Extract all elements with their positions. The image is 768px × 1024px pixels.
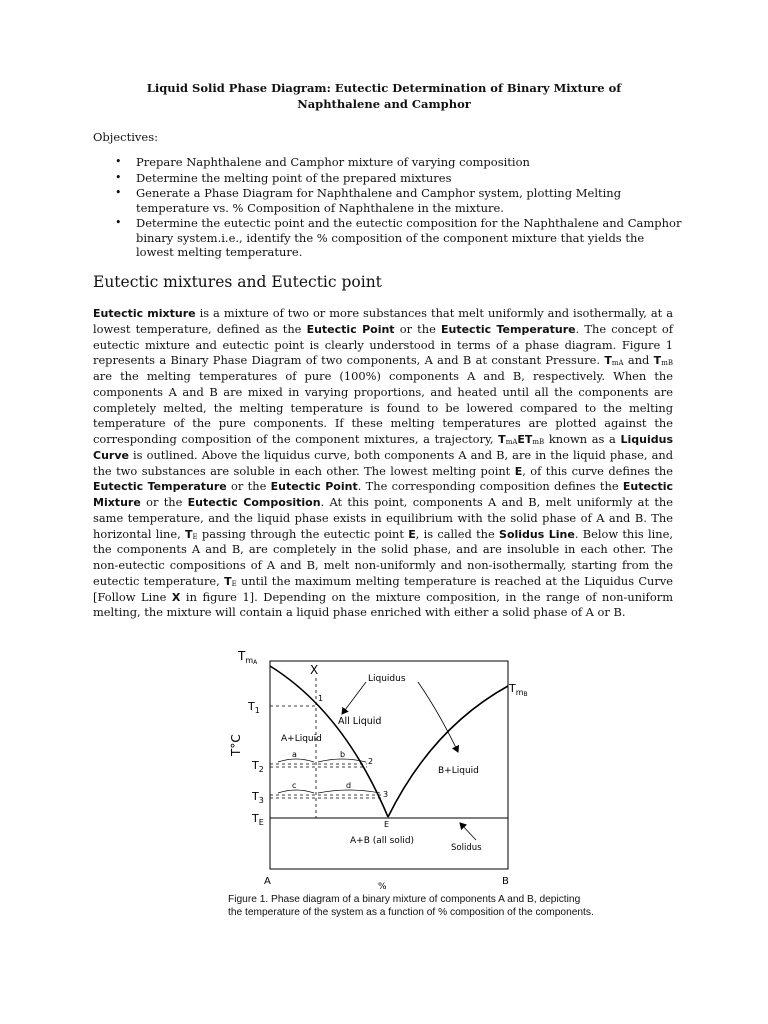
body-text: or the [140, 495, 188, 509]
point-3: 3 [383, 790, 389, 799]
symbol-e: E [514, 464, 523, 478]
body-text: and [623, 353, 654, 368]
brace-a [278, 759, 314, 762]
document-title [0, 80, 768, 112]
symbol-trajectory: ET [517, 433, 533, 446]
term-eutectic-temperature: Eutectic Temperature [93, 480, 227, 494]
term-eutectic-point: Eutectic Point [270, 480, 358, 494]
section-heading: Eutectic mixtures and Eutectic point [93, 273, 382, 291]
objectives-label: Objectives: [93, 130, 158, 144]
label-a-liquid: A+Liquid [281, 734, 322, 744]
symbol-tmb: T [653, 354, 662, 368]
symbol-subscript: E [231, 579, 237, 588]
x-axis-percent: % [378, 882, 387, 892]
objective-item: • Determine the melting point of the prepared mixtures [93, 171, 683, 186]
body-text: or the [226, 479, 271, 494]
point-1: 1 [318, 694, 324, 703]
body-text: . The corresponding composition defines the [357, 479, 623, 494]
body-text: is a mixture of two or more substances that melt uniformly and isothermally, at a lowest temperature, defined as the [93, 306, 674, 336]
figure-caption [228, 893, 688, 919]
caption-line-1: Figure 1. Phase diagram of a binary mixture of components A and B, depicting [228, 894, 581, 905]
phase-diagram-svg [226, 644, 526, 894]
term-solidus-line: Solidus Line [499, 527, 575, 541]
term-eutectic-mixture: Eutectic Mixture [93, 480, 673, 509]
objective-item: • Generate a Phase Diagram for Naphthalene and Camphor system, plotting Melting temperature vs. % Composition of Naphthalene in the mixture. [93, 186, 683, 215]
objective-item: • Prepare Naphthalene and Camphor mixture of varying composition [93, 155, 683, 170]
label-a: a [292, 750, 297, 759]
point-2: 2 [368, 757, 374, 766]
objectives-list [93, 155, 683, 261]
term-liquidus-curve: Liquidus Curve [93, 433, 673, 462]
liquidus-curve-right [388, 686, 508, 817]
label-d: d [346, 781, 352, 790]
body-paragraph [93, 306, 673, 621]
symbol-e: E [408, 527, 416, 541]
label-t2: $T_2$ [252, 759, 264, 774]
symbol-te: T [185, 527, 193, 541]
x-axis-a: A [264, 876, 271, 887]
label-all-liquid: All Liquid [338, 716, 382, 727]
x-axis-b: B [502, 876, 509, 887]
solidus-arrow [460, 823, 476, 840]
term-eutectic-mixture: Eutectic mixture [93, 307, 196, 320]
label-x: X [310, 663, 319, 677]
symbol-subscript: mA [505, 438, 518, 446]
symbol-trajectory: T [498, 433, 506, 446]
label-liquidus: Liquidus [368, 674, 406, 684]
phase-diagram-figure [226, 644, 526, 894]
body-text: are the melting temperatures of pure (100%) components A and B, respectively. When the components A and B are mixed in varying proportions, and heated until all the components are completely melted, the melting temperature is found to be lowered compared to the melting temperature of the pure components. If these melting temperatures are plotted against the corresponding composition of the component mixtures, a trajectory, [93, 369, 673, 446]
objective-item: • Determine the eutectic point and the eutectic composition for the Naphthalene and Camphor binary system.i.e., identify the % composition of the component mixture that yields the lowest melting temperature. [93, 216, 683, 260]
symbol-x: X [171, 590, 181, 604]
body-text: passing through the eutectic point [197, 526, 409, 541]
label-b: b [340, 750, 346, 759]
symbol-subscript: mA [611, 359, 624, 368]
body-text: . The concept of eutectic mixture and eutectic point is clearly understood in terms of a phase diagram. Figure 1 represents a Binary Phase Diagram of two components, A and B at constant Pressure. [93, 321, 673, 368]
label-tma: $T_mA$ [238, 649, 258, 666]
title-line-2: Naphthalene and Camphor [297, 97, 471, 111]
brace-d [318, 790, 380, 793]
symbol-subscript: mB [532, 438, 545, 446]
body-text: . Below this line, the components A and B, are completely in the solid phase, and are insoluble in each other. The non-eutectic compositions of A and B, melt non-uniformly and non-isothermally, starting from the eutectic temperature, [93, 526, 673, 588]
term-eutectic-composition: Eutectic Composition [187, 496, 321, 509]
body-text: until the maximum melting temperature is reached at the Liquidus Curve [Follow Line [93, 573, 673, 604]
label-solidus: Solidus [451, 843, 482, 853]
body-text: . At this point, components A and B, melt uniformly at the same temperature, and the liquid phase exists in equilibrium with the solid phase of A and B. The horizontal line, [93, 495, 673, 541]
body-text: or the [394, 321, 441, 336]
y-axis-label: T°C [229, 734, 243, 756]
body-text: , is called the [415, 526, 500, 541]
body-text: known as a [544, 432, 621, 446]
label-t1: $T_1$ [248, 700, 260, 715]
symbol-subscript: mB [661, 359, 673, 368]
brace-c [278, 790, 314, 793]
term-eutectic-point: Eutectic Point [306, 322, 395, 336]
label-te: $T_E$ [252, 812, 264, 827]
term-eutectic-temperature: Eutectic Temperature [440, 322, 576, 336]
label-c: c [292, 781, 297, 790]
label-tmb: $T_mB$ [509, 682, 528, 698]
caption-line-2: the temperature of the system as a function of % composition of the components. [228, 907, 594, 918]
symbol-subscript: E [192, 532, 198, 541]
liquidus-arrow-left [342, 682, 366, 714]
symbol-tma: T [604, 354, 612, 368]
body-text: , of this curve defines the [522, 463, 673, 478]
label-b-liquid: B+Liquid [438, 766, 479, 776]
label-e: E [384, 820, 390, 829]
body-text: in figure 1]. Depending on the mixture composition, in the range of non-uniform melting, the mixture will contain a liquid phase enriched with either a solid phase of A or B. [93, 589, 673, 620]
title-line-1: Liquid Solid Phase Diagram: Eutectic Determination of Binary Mixture of [146, 81, 622, 95]
label-all-solid: A+B (all solid) [350, 836, 415, 846]
symbol-te: T [224, 574, 232, 588]
label-t3: $T_3$ [252, 790, 264, 805]
body-text: is outlined. Above the liquidus curve, both components A and B, are in the liquid phase, and the two substances are soluble in each other. The lowest melting point [93, 447, 673, 478]
